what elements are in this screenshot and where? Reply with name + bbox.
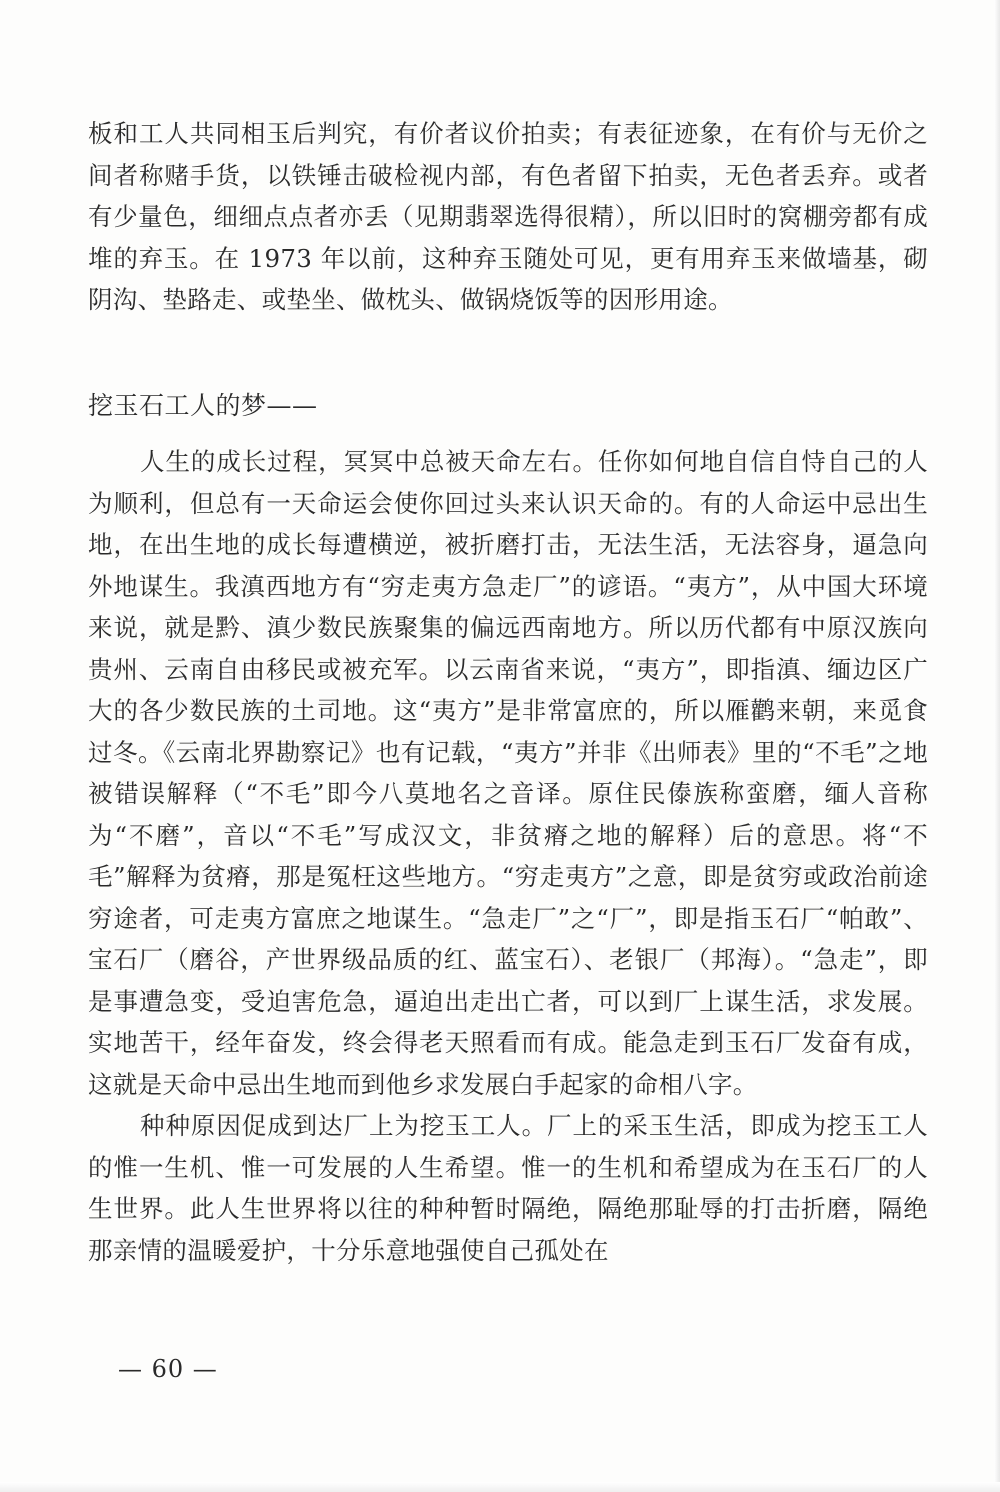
continuation-paragraph: 板和工人共同相玉后判究，有价者议价拍卖；有表征迹象，在有价与无价之间者称赌手货，以铁锤击破检视内部，有色者留下拍卖，无色者丢弃。或者有少量色，细细点点者亦丢（见期翡翠选得很精），所以旧时的窝棚旁都有成堆的弃玉。在 1973 年以前，这种弃玉随处可见，更有用弃玉来做墙基，砌阴沟、垫路走、或垫坐、做枕头、做锅烧饭等的因形用途。 [88, 119, 928, 314]
paragraph-jade-workers: 种种原因促成到达厂上为挖玉工人。厂上的采玉生活，即成为挖玉工人的惟一生机、惟一可发展的人生希望。惟一的生机和希望成为在玉石厂的人生世界。此人生世界将以往的种种暂时隔绝，隔绝那耻辱的打击折磨，隔绝那亲情的温暖爱护，十分乐意地强使自己孤处在 [88, 1111, 928, 1265]
paragraph-fate: 人生的成长过程，冥冥中总被天命左右。任你如何地自信自恃自己的人为顺利，但总有一天命运会使你回过头来认识天命的。有的人命运中忌出生地，在出生地的成长每遭横逆，被折磨打击，无法生活，无法容身，逼急向外地谋生。我滇西地方有“穷走夷方急走厂”的谚语。“夷方”，从中国大环境来说，就是黔、滇少数民族聚集的偏远西南地方。所以历代都有中原汉族向贵州、云南自由移民或被充军。以云南省来说，“夷方”，即指滇、缅边区广大的各少数民族的土司地。这“夷方”是非常富庶的，所以雁鹳来朝，来觅食过冬。《云南北界勘察记》也有记载，“夷方”并非《出师表》里的“不毛”之地被错误解释（“不毛”即今八莫地名之音译。原住民傣族称蛮磨，缅人音称为“不磨”，音以“不毛”写成汉文，非贫瘠之地的解释）后的意思。将“不毛”解释为贫瘠，那是冤枉这些地方。“穷走夷方”之意，即是贫穷或政治前途穷途者，可走夷方富庶之地谋生。“急走厂”之“厂”，即是指玉石厂“帕敢”、宝石厂（磨谷，产世界级品质的红、蓝宝石）、老银厂（邦海）。“急走”，即是事遭急变，受迫害危急，逼迫出走出亡者，可以到厂上谋生活，求发展。实地苦干，经年奋发，终会得老天照看而有成。能急走到玉石厂发奋有成，这就是天命中忌出生地而到他乡求发展白手起家的命相八字。 [88, 447, 928, 1099]
section-heading: 挖玉石工人的梦—— [88, 391, 318, 420]
main-text-block [88, 441, 928, 1271]
page-bottom-shadow [0, 1482, 1000, 1492]
continuation-paragraph-block [88, 113, 928, 321]
page-edge-shadow [994, 0, 1000, 1492]
page-number: — 60 — [118, 1355, 218, 1383]
